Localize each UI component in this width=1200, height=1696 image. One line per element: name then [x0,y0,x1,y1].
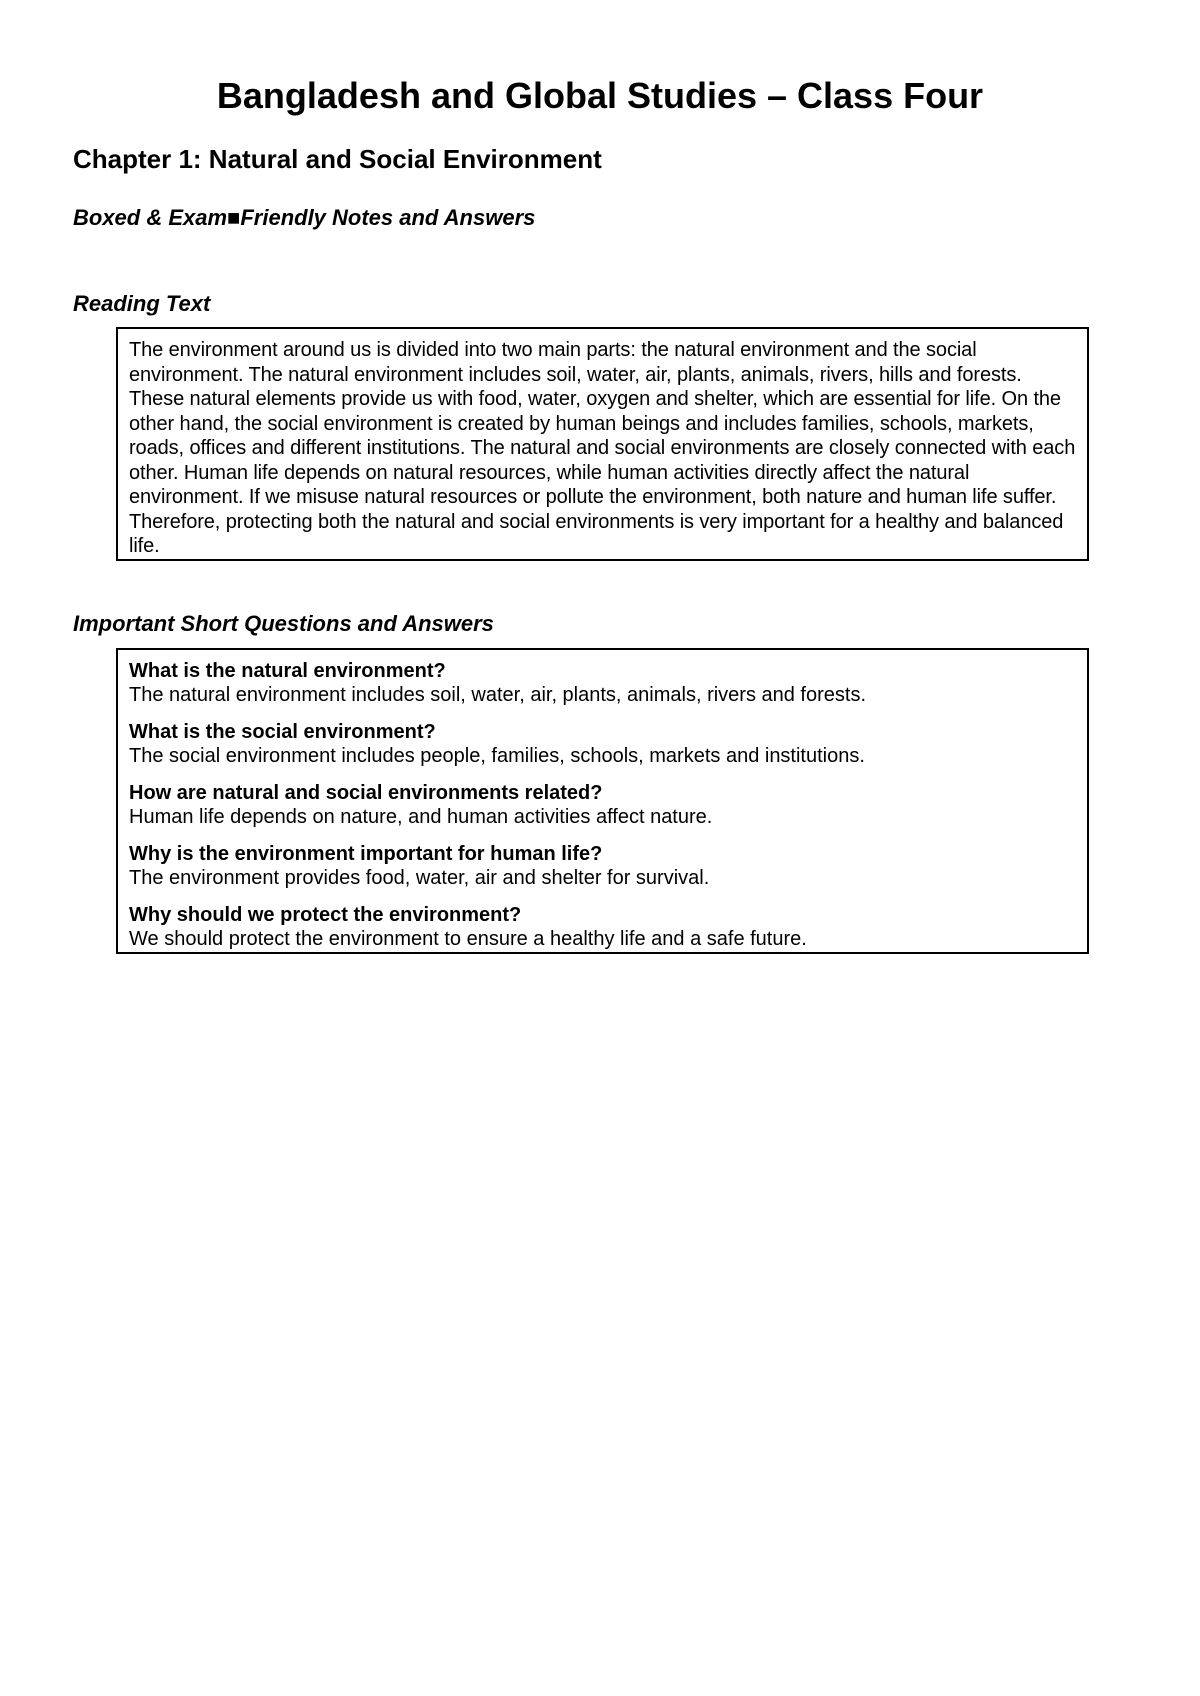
qa-item [129,903,1077,951]
qa-item [129,720,1077,768]
short-qa-heading: Important Short Questions and Answers [73,611,494,636]
qa-item [129,659,1077,707]
reading-text-box [116,327,1089,561]
reading-text-heading: Reading Text [73,291,211,316]
answer-text: We should protect the environment to ensure a healthy life and a safe future. [129,928,807,950]
reading-paragraph: The environment around us is divided into two main parts: the natural environment and the social environment. The natural environment includes soil, water, air, plants, animals, rivers, hills and forests. These natural elements provide us with food, water, oxygen and shelter, which are essential for life. On the other hand, the social environment is created by human beings and includes families, schools, markets, roads, offices and different institutions. The natural and social environments are closely connected with each other. Human life depends on natural resources, while human activities directly affect the natural environment. If we misuse natural resources or pollute the environment, both nature and human life suffer. Therefore, protecting both the natural and social environments is very important for a healthy and balanced life. [129,339,1076,557]
answer-text: The natural environment includes soil, water, air, plants, animals, rivers and forests. [129,684,867,706]
short-qa-box [116,648,1089,954]
qa-item [129,781,1077,829]
document-title: Bangladesh and Global Studies – Class Four [216,75,984,116]
answer-text: The environment provides food, water, air and shelter for survival. [129,867,710,889]
qa-item [129,842,1077,890]
answer-text: Human life depends on nature, and human activities affect nature. [129,806,713,828]
question-text: How are natural and social environments related? [129,782,603,804]
question-text: Why should we protect the environment? [129,904,522,926]
question-text: Why is the environment important for human life? [129,843,603,865]
answer-text: The social environment includes people, families, schools, markets and institutions. [129,745,865,767]
document-subtitle: Boxed & Exam■Friendly Notes and Answers [73,205,536,230]
question-text: What is the social environment? [129,721,436,743]
chapter-heading: Chapter 1: Natural and Social Environment [73,144,602,174]
question-text: What is the natural environment? [129,660,446,682]
